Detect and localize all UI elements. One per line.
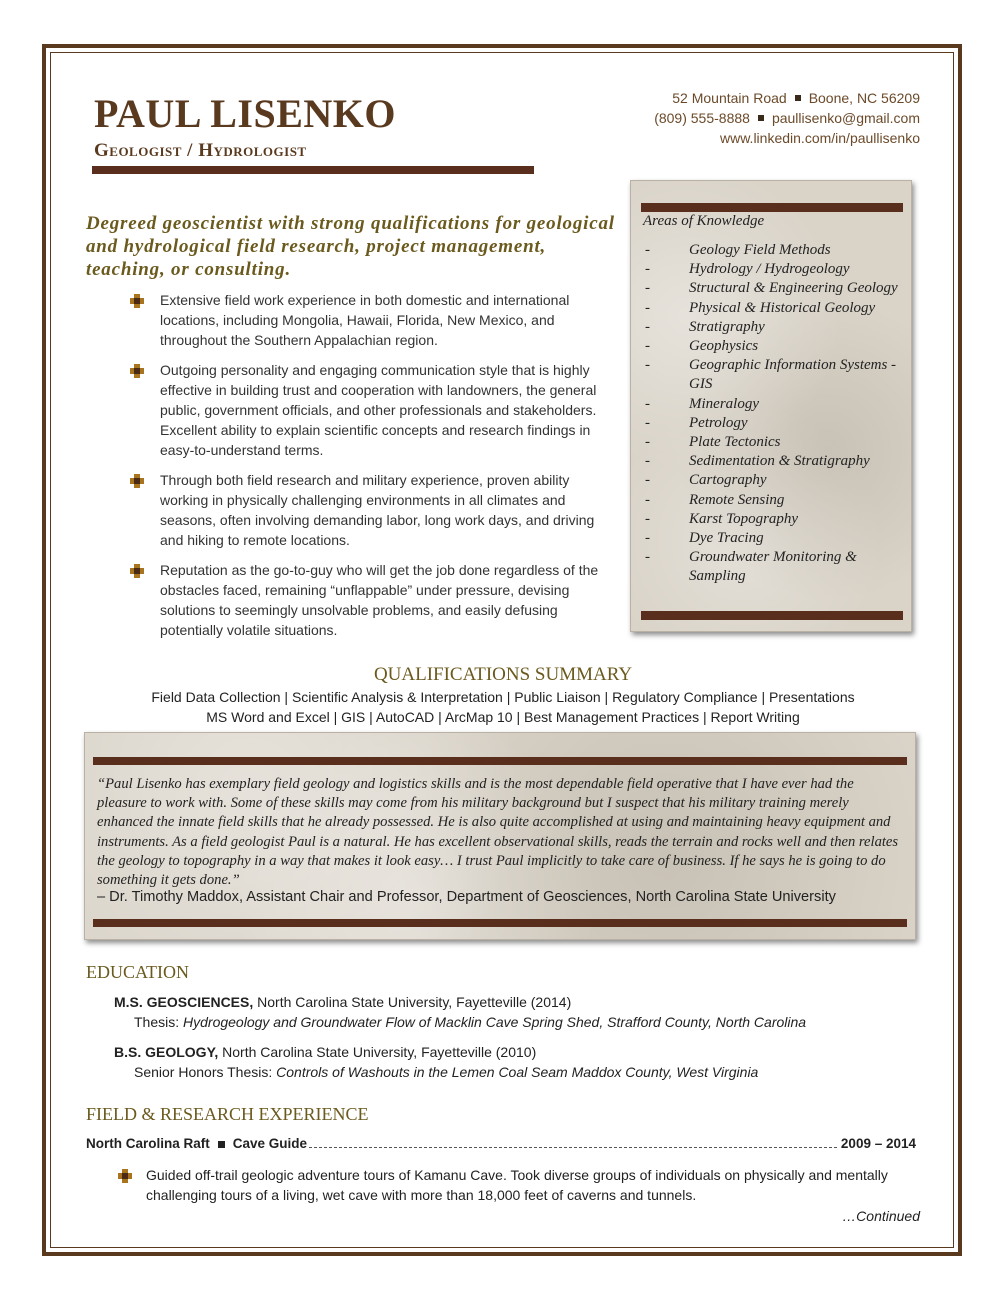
title-divider bbox=[92, 166, 534, 174]
knowledge-item: - Petrology bbox=[645, 414, 748, 431]
contact-line-phone-email bbox=[654, 108, 920, 128]
thesis-line bbox=[134, 1064, 758, 1080]
knowledge-item: - Mineralogy bbox=[645, 395, 759, 412]
panel-bottom-rule bbox=[641, 611, 903, 620]
summary-bullet bbox=[128, 560, 620, 640]
employer-name: North Carolina Raft bbox=[86, 1136, 210, 1151]
experience-heading: FIELD & RESEARCH EXPERIENCE bbox=[86, 1104, 369, 1124]
degree-name: M.S. GEOSCIENCES, bbox=[114, 994, 254, 1010]
email-link[interactable]: paullisenko@gmail.com bbox=[771, 110, 920, 126]
contact-line-address bbox=[654, 88, 920, 108]
thesis-title: Controls of Washouts in the Lemen Coal Seam Maddox County, West Virginia bbox=[276, 1064, 759, 1080]
job-header bbox=[86, 1136, 916, 1152]
cross-bullet-icon bbox=[130, 564, 144, 578]
city: Boone, NC 56209 bbox=[808, 90, 920, 106]
testimonial-panel bbox=[84, 732, 916, 940]
degree-line bbox=[114, 1044, 536, 1060]
panel-top-rule bbox=[641, 203, 903, 212]
experience-bullet bbox=[118, 1166, 936, 1205]
degree-line bbox=[114, 994, 571, 1010]
knowledge-item: - Remote Sensing bbox=[645, 491, 785, 508]
summary-bullet bbox=[128, 360, 620, 460]
summary-bullet bbox=[128, 290, 620, 350]
qualifications-line-2: MS Word and Excel | GIS | AutoCAD | ArcMap 10 | Best Management Practices | Report Writing bbox=[206, 709, 800, 725]
address: 52 Mountain Road bbox=[672, 90, 787, 106]
candidate-title: Geologist / Hydrologist bbox=[94, 140, 307, 161]
degree-school: North Carolina State University, Fayetteville (2010) bbox=[218, 1044, 537, 1060]
linkedin-link[interactable]: www.linkedin.com/in/paullisenko bbox=[720, 130, 920, 146]
square-separator-icon bbox=[758, 115, 764, 121]
bullet-text: Reputation as the go-to-guy who will get the job done regardless of the obstacles faced, remaining “unflappable” under pressure, devising solutions to seemingly unsolvable problems, and easily defusing potentially volatile situations. bbox=[160, 562, 599, 638]
knowledge-item: - Sedimentation & Stratigraphy bbox=[645, 453, 870, 470]
knowledge-item: - Geographic Information Systems - GIS bbox=[645, 357, 897, 393]
cross-bullet-icon bbox=[130, 294, 144, 308]
knowledge-item: - Structural & Engineering Geology bbox=[645, 280, 898, 297]
square-separator-icon bbox=[795, 95, 801, 101]
cross-bullet-icon bbox=[130, 474, 144, 488]
knowledge-item: - Physical & Historical Geology bbox=[645, 299, 876, 316]
knowledge-item: - Plate Tectonics bbox=[645, 434, 781, 451]
phone: (809) 555-8888 bbox=[654, 110, 750, 126]
knowledge-item: - Hydrology / Hydrogeology bbox=[645, 261, 850, 278]
thesis-label: Senior Honors Thesis: bbox=[134, 1064, 277, 1080]
square-separator-icon bbox=[218, 1141, 225, 1148]
continued-note: …Continued bbox=[842, 1208, 920, 1224]
education-heading: EDUCATION bbox=[86, 962, 189, 982]
contact-block bbox=[654, 88, 920, 148]
knowledge-title: Areas of Knowledge bbox=[643, 213, 765, 229]
degree-school: North Carolina State University, Fayetteville (2014) bbox=[253, 994, 572, 1010]
thesis-label: Thesis: bbox=[134, 1014, 184, 1030]
thesis-title: Hydrogeology and Groundwater Flow of Macklin Cave Spring Shed, Strafford County, North Carolina bbox=[183, 1014, 807, 1030]
bullet-text: Through both field research and military experience, proven ability working in physically challenging environments in all climates and seasons, often involving demanding labor, long work days, and driving and hiking to remote locations. bbox=[160, 472, 595, 548]
testimonial-quote: “Paul Lisenko has exemplary field geology and logistics skills and is the most dependable field operative that I have ever had the pleasure to work with. Some of these skills may come from his military background but I suspect that his military training merely enhanced the innate field skills that he already possessed. He is also quite accomplished at using and maintaining heavy equipment and instruments. As a field geologist Paul is a natural. He has excellent observational skills, reads the terrain and rocks well and then relates the geology to topography in a way that makes it look easy… I trust Paul implicitly to take care of business. If he says he is going to do something it gets done.” bbox=[97, 776, 899, 889]
summary-bullet bbox=[128, 470, 620, 550]
thesis-line bbox=[134, 1014, 806, 1030]
bullet-text: Outgoing personality and engaging communication style that is highly effective in building trust and cooperation with landowners, the general public, government officials, and other professionals and stakeholders. Excellent ability to explain scientific concepts and research findings in easy-to-understand terms. bbox=[160, 362, 597, 458]
job-role: Cave Guide bbox=[232, 1136, 308, 1151]
bullet-text: Guided off-trail geologic adventure tours of Kamanu Cave. Took diverse groups of individuals on physically and mentally challenging tours of a living, wet cave with more than 18,000 feet of caverns and tunnels. bbox=[146, 1167, 888, 1203]
knowledge-panel bbox=[630, 180, 912, 632]
panel-bottom-rule bbox=[93, 919, 907, 927]
degree-name: B.S. GEOLOGY, bbox=[114, 1044, 219, 1060]
knowledge-item: - Geology Field Methods bbox=[645, 242, 831, 258]
qualifications-heading: QUALIFICATIONS SUMMARY bbox=[373, 664, 633, 685]
knowledge-item: - Groundwater Monitoring & Sampling bbox=[645, 549, 857, 585]
knowledge-item: - Geophysics bbox=[645, 338, 759, 355]
summary-headline: Degreed geoscientist with strong qualifications for geological and hydrological field research, project management, teaching, or consulting. bbox=[86, 213, 615, 280]
knowledge-item: - Dye Tracing bbox=[645, 530, 764, 547]
knowledge-list bbox=[643, 241, 905, 587]
dotted-leader bbox=[309, 1147, 837, 1148]
summary-bullets bbox=[128, 290, 620, 650]
bullet-text: Extensive field work experience in both domestic and international locations, including Mongolia, Hawaii, Florida, New Mexico, and throughout the Southern Appalachian region. bbox=[160, 292, 570, 348]
cross-bullet-icon bbox=[118, 1169, 132, 1183]
knowledge-item: - Cartography bbox=[645, 472, 767, 489]
cross-bullet-icon bbox=[130, 364, 144, 378]
testimonial-author: – Dr. Timothy Maddox, Assistant Chair and Professor, Department of Geosciences, North Carolina State University bbox=[97, 889, 836, 905]
panel-top-rule bbox=[93, 757, 907, 765]
knowledge-item: - Stratigraphy bbox=[645, 318, 765, 335]
qualifications-line-1: Field Data Collection | Scientific Analysis & Interpretation | Public Liaison | Regulatory Compliance | Presentations bbox=[151, 689, 855, 705]
candidate-name: PAUL LISENKO bbox=[94, 91, 396, 136]
knowledge-item: - Karst Topography bbox=[645, 510, 799, 527]
job-dates: 2009 – 2014 bbox=[840, 1136, 916, 1151]
